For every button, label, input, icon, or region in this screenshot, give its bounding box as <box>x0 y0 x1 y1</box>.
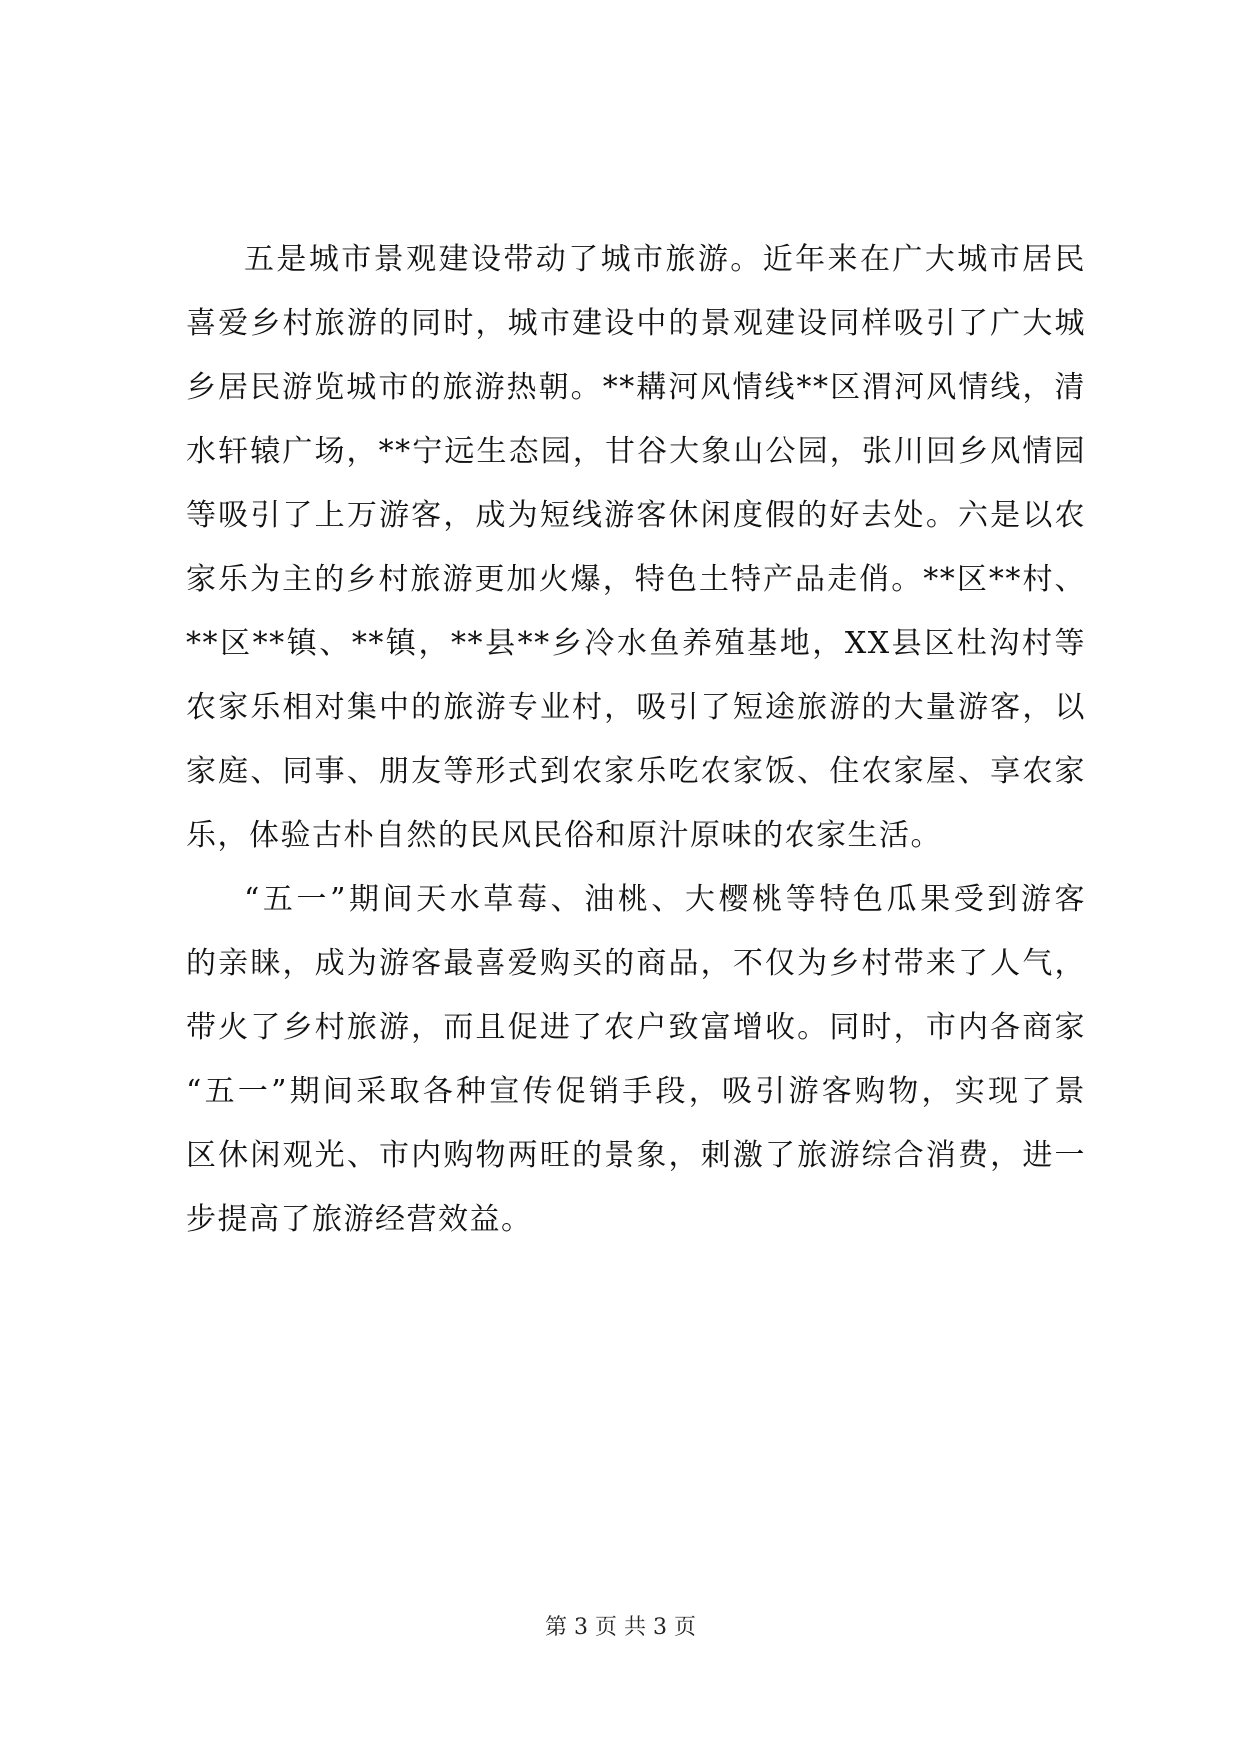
paragraph-1-line-1: 五是城市景观建设带动了城市旅游。近年来在广大城市居民 <box>244 242 1086 277</box>
paragraph-2-line-3: 带火了乡村旅游，而且促进了农户致富增收。同时，市内各商家 <box>186 1010 1086 1045</box>
paragraph-1-line-6: 家乐为主的乡村旅游更加火爆，特色土特产品走俏。**区**村、 <box>186 562 1086 597</box>
paragraph-2-line-2: 的亲睐，成为游客最喜爱购买的商品，不仅为乡村带来了人气， <box>186 946 1086 981</box>
paragraph-1-line-9: 家庭、同事、朋友等形式到农家乐吃农家饭、住农家屋、享农家 <box>186 754 1086 789</box>
paragraph-2-line-4: “五一”期间采取各种宣传促销手段，吸引游客购物，实现了景 <box>186 1074 1086 1109</box>
paragraph-1-line-3: 乡居民游览城市的旅游热朝。**耩河风情线**区渭河风情线，清 <box>186 370 1086 405</box>
paragraph-1-line-10: 乐，体验古朴自然的民风民俗和原汁原味的农家生活。 <box>186 818 942 853</box>
paragraph-1-line-5: 等吸引了上万游客，成为短线游客休闲度假的好去处。六是以农 <box>186 498 1086 533</box>
document-body <box>186 228 1086 1252</box>
paragraph-2-line-5: 区休闲观光、市内购物两旺的景象，刺激了旅游综合消费，进一 <box>186 1138 1086 1173</box>
paragraph-1-line-2: 喜爱乡村旅游的同时，城市建设中的景观建设同样吸引了广大城 <box>186 306 1086 341</box>
paragraph-2-line-1: “五一”期间天水草莓、油桃、大樱桃等特色瓜果受到游客 <box>244 882 1086 917</box>
page-number-footer: 第 3 页 共 3 页 <box>545 1615 696 1640</box>
paragraph-1-line-8: 农家乐相对集中的旅游专业村，吸引了短途旅游的大量游客，以 <box>186 690 1086 725</box>
paragraph-1-line-4: 水轩辕广场，**宁远生态园，甘谷大象山公园，张川回乡风情园 <box>186 434 1086 469</box>
paragraph-2-line-6: 步提高了旅游经营效益。 <box>186 1202 533 1237</box>
paragraph-1-line-7: **区**镇、**镇，**县**乡冷水鱼养殖基地，XX县区杜沟村等 <box>186 626 1086 661</box>
